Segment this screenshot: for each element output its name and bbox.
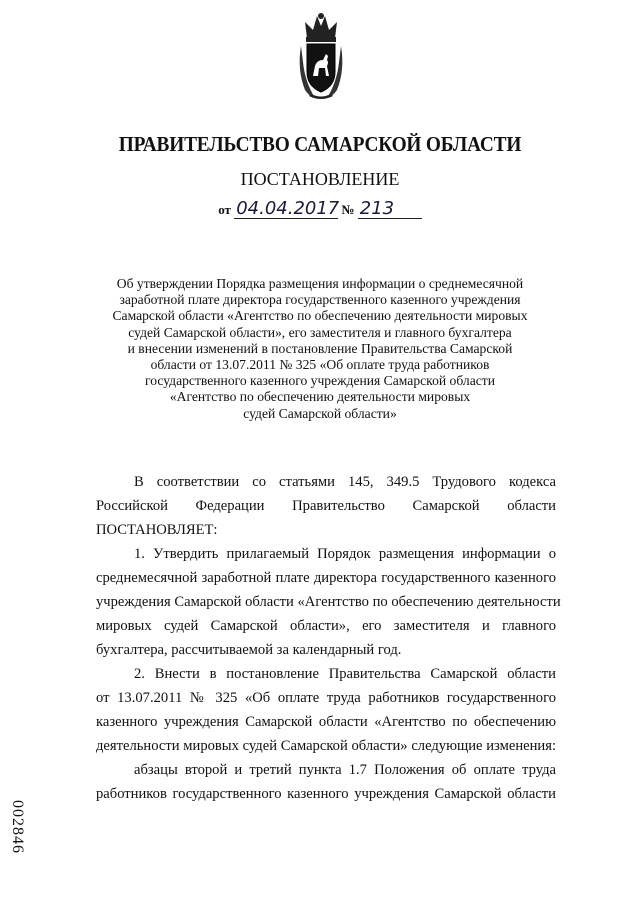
- handwritten-date: 04.04.2017: [236, 198, 340, 219]
- body-line: мировых судей Самарской области», его заместителя и главного: [96, 618, 556, 634]
- handwritten-number: 213: [358, 200, 422, 219]
- registration-stamp: 002846: [9, 800, 26, 854]
- body-line: Российской Федерации Правительство Самарской области: [96, 498, 556, 514]
- body-line: 2. Внести в постановление Правительства Самарской области: [134, 666, 556, 682]
- subject-line: области от 13.07.2011 № 325 «Об оплате труда работников: [150, 357, 490, 373]
- document-body: [96, 470, 561, 806]
- number-prefix: №: [341, 202, 355, 217]
- subject-line: государственного казенного учреждения Самарской области: [145, 373, 495, 389]
- government-title: ПРАВИТЕЛЬСТВО САМАРСКОЙ ОБЛАСТИ: [118, 132, 522, 156]
- subject-line: и внесении изменений в постановление Правительства Самарской: [127, 340, 513, 356]
- body-line: ПОСТАНОВЛЯЕТ:: [96, 522, 218, 538]
- body-line: деятельности мировых судей Самарской области» следующие изменения:: [96, 738, 556, 754]
- body-line: бухгалтера, рассчитываемой за календарный год.: [96, 642, 402, 658]
- body-line: казенного учреждения Самарской области «Агентство по обеспечению: [96, 714, 556, 730]
- body-line: среднемесячной заработной плате директора государственного казенного: [96, 570, 556, 586]
- date-prefix: от: [218, 202, 231, 217]
- subject-block: [100, 276, 540, 422]
- date-number-line: [0, 200, 640, 219]
- coat-of-arms-icon: [295, 10, 347, 102]
- subject-line: судей Самарской области»: [243, 405, 397, 421]
- body-line: 1. Утвердить прилагаемый Порядок размещения информации о: [134, 546, 556, 562]
- subject-line: судей Самарской области», его заместителя и главного бухгалтера: [128, 324, 512, 340]
- subject-line: Самарской области «Агентство по обеспечению деятельности мировых: [112, 308, 528, 324]
- body-line: от 13.07.2011 № 325 «Об оплате труда работников государственного: [96, 690, 556, 706]
- subject-line: Об утверждении Порядка размещения информации о среднемесячной: [116, 276, 524, 291]
- subject-line: заработной плате директора государственного казенного учреждения: [119, 292, 521, 308]
- body-line: абзацы второй и третий пункта 1.7 Положения об оплате труда: [134, 762, 556, 778]
- subject-line: «Агентство по обеспечению деятельности мировых: [169, 389, 471, 405]
- body-line: учреждения Самарской области «Агентство по обеспечению деятельности: [96, 594, 561, 610]
- body-line: работников государственного казенного учреждения Самарской области: [96, 786, 556, 802]
- body-line: В соответствии со статьями 145, 349.5 Трудового кодекса: [134, 474, 556, 490]
- document-type: ПОСТАНОВЛЕНИЕ: [240, 169, 400, 189]
